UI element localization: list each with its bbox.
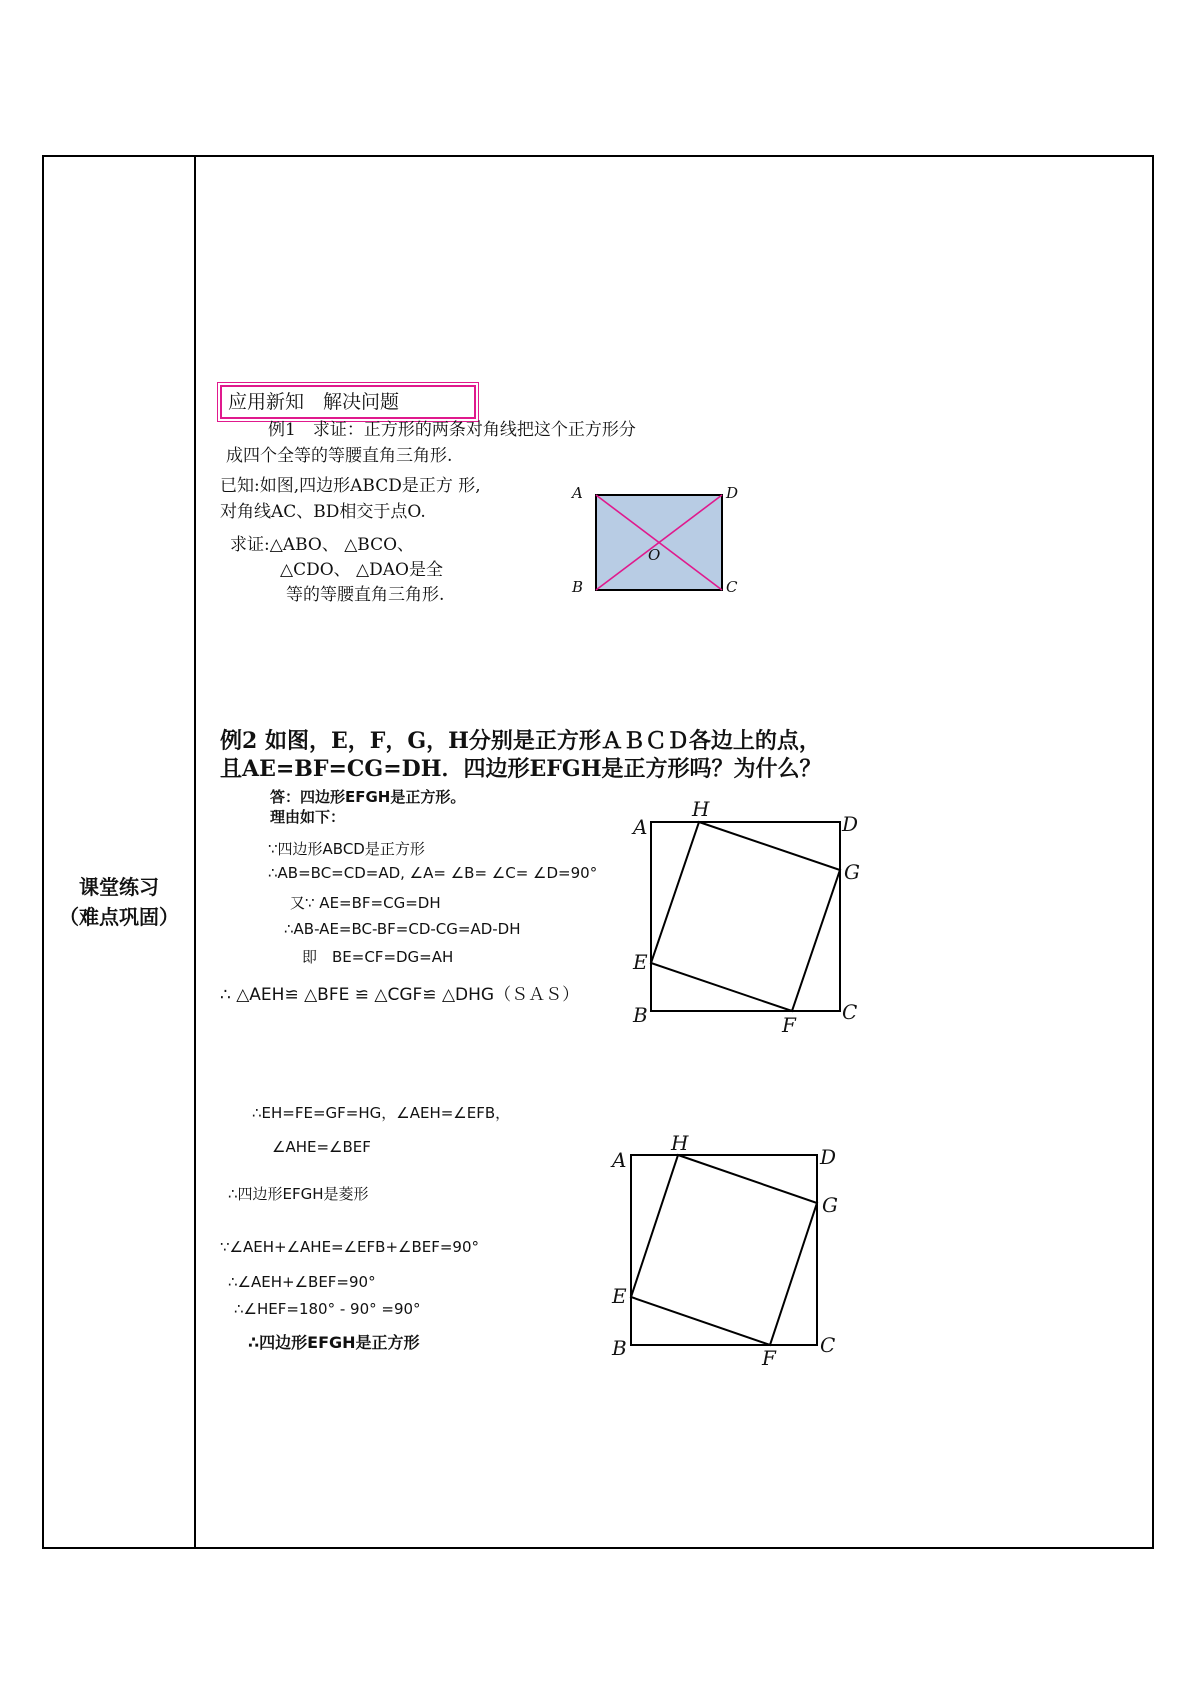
- cont-step4: ∵∠AEH+∠AHE=∠EFB+∠BEF=90°: [220, 1238, 480, 1256]
- example2-title-line1: 例2 如图，E，F，G，H分别是正方形ＡＢＣＤ各边上的点，: [220, 728, 821, 754]
- outer-square-abcd-2: [631, 1155, 817, 1345]
- row-label-line2: （难点巩固）: [59, 905, 179, 929]
- fig3-label-c: C: [820, 1333, 836, 1357]
- example1-prove-line2: △CDO、 △DAO是全: [280, 560, 443, 580]
- cont-step6: ∴∠HEF=180° - 90° =90°: [234, 1300, 421, 1318]
- fig1-label-a: A: [572, 484, 583, 502]
- example1-line1: 例1 求证：正方形的两条对角线把这个正方形分: [268, 420, 636, 440]
- example2-title-line2: 且AE=BF=CG=DH．四边形EFGH是正方形吗？为什么？: [220, 756, 822, 782]
- inscribed-square-figure-2: [631, 1155, 817, 1345]
- fig2-label-g: G: [844, 860, 860, 884]
- fig2-label-e: E: [633, 950, 648, 974]
- example1-prove-line1: 求证:△ABO、 △BCO、: [230, 535, 415, 555]
- fig2-label-d: D: [842, 812, 859, 836]
- fig3-label-a: A: [612, 1148, 627, 1172]
- fig3-label-b: B: [612, 1336, 627, 1360]
- example2-step2: ∴AB=BC=CD=AD, ∠A= ∠B= ∠C= ∠D=90°: [268, 864, 598, 882]
- fig2-label-h: H: [692, 797, 710, 821]
- fig1-label-o: O: [648, 546, 661, 564]
- inner-square-efgh-2: [631, 1155, 817, 1345]
- example2-step4: ∴AB-AE=BC-BF=CD-CG=AD-DH: [284, 920, 521, 938]
- fig1-label-b: B: [572, 578, 584, 596]
- inscribed-square-figure-1: [651, 822, 840, 1011]
- cont-step2: ∠AHE=∠BEF: [272, 1138, 371, 1156]
- section-banner: 应用新知 解决问题: [220, 385, 476, 419]
- example2-step1: ∵四边形ABCD是正方形: [268, 840, 425, 858]
- row-label-line1: 课堂练习: [79, 875, 159, 899]
- cont-step3: ∴四边形EFGH是菱形: [228, 1185, 369, 1203]
- outer-square-abcd: [651, 822, 840, 1011]
- example1-line2: 成四个全等的等腰直角三角形.: [226, 446, 453, 466]
- fig3-label-d: D: [820, 1145, 837, 1169]
- example2-step5: 即 BE=CF=DG=AH: [302, 948, 454, 966]
- example2-answer: 答：四边形EFGH是正方形。: [270, 788, 466, 806]
- fig3-label-e: E: [612, 1284, 627, 1308]
- cont-step5: ∴∠AEH+∠BEF=90°: [228, 1273, 376, 1291]
- column-divider: [194, 157, 196, 1547]
- cont-step1: ∴EH=FE=GF=HG，∠AEH=∠EFB，: [252, 1104, 511, 1122]
- square-diagonals-figure: [596, 495, 722, 590]
- fig3-label-h: H: [671, 1131, 689, 1155]
- example1-known-line2: 对角线AC、BD相交于点O.: [220, 502, 426, 522]
- example1-prove-line3: 等的等腰直角三角形.: [286, 585, 445, 605]
- cont-step7: ∴四边形EFGH是正方形: [248, 1333, 420, 1352]
- fig2-label-c: C: [842, 1000, 858, 1024]
- fig2-label-a: A: [633, 815, 648, 839]
- row-label: [44, 872, 194, 932]
- inner-square-efgh: [651, 822, 840, 1011]
- fig2-label-f: F: [782, 1013, 796, 1037]
- example2-step3: 又∵ AE=BF=CG=DH: [290, 894, 441, 912]
- fig3-label-f: F: [762, 1346, 776, 1370]
- example2-step6: ∴ △AEH≌ △BFE ≌ △CGF≌ △DHG（ＳＡＳ）: [220, 985, 580, 1005]
- example2-reason: 理由如下：: [270, 808, 346, 826]
- fig1-label-d: D: [726, 484, 739, 502]
- fig3-label-g: G: [822, 1193, 838, 1217]
- fig1-label-c: C: [726, 578, 738, 596]
- example1-known-line1: 已知:如图,四边形ABCD是正方 形,: [220, 476, 481, 496]
- fig2-label-b: B: [633, 1003, 648, 1027]
- lesson-table: [42, 155, 1154, 1549]
